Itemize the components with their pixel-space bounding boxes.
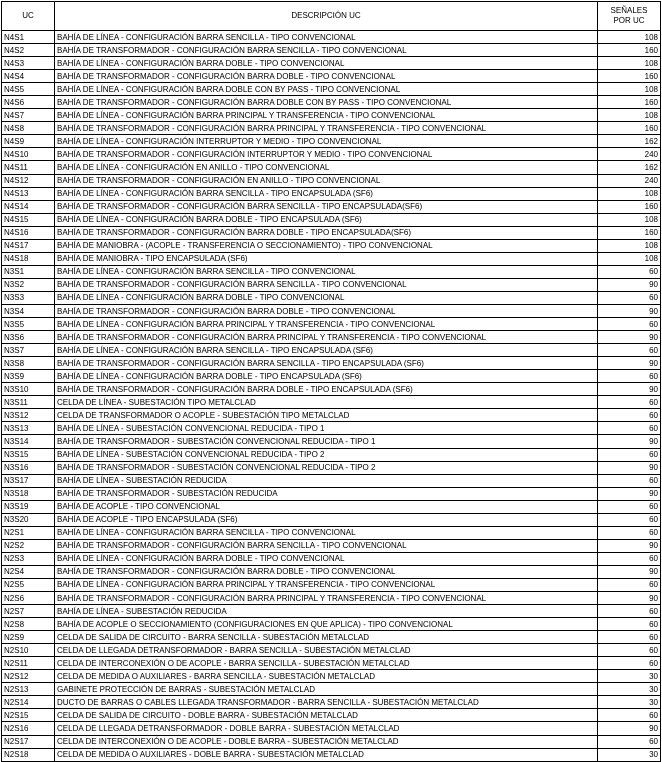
table-body	[2, 31, 661, 762]
uc-cell: N4S8	[2, 122, 55, 135]
uc-cell: N3S12	[2, 409, 55, 422]
uc-cell: N4S5	[2, 83, 55, 96]
table-row	[2, 109, 661, 122]
table-row	[2, 44, 661, 57]
uc-cell: N3S11	[2, 396, 55, 409]
table-row	[2, 657, 661, 670]
uc-cell: N4S7	[2, 109, 55, 122]
uc-cell: N2S7	[2, 605, 55, 618]
table-row	[2, 422, 661, 435]
description-cell: BAHÍA DE TRANSFORMADOR - CONFIGURACIÓN BARRA DOBLE CON BY PASS - TIPO CONVENCIONAL	[55, 96, 598, 109]
table-row	[2, 565, 661, 578]
description-cell: BAHÍA DE TRANSFORMADOR - SUBESTACIÓN REDUCIDA	[55, 487, 598, 500]
description-cell: CELDA DE INTERCONEXIÓN O DE ACOPLE - BARRA SENCILLA - SUBESTACIÓN METALCLAD	[55, 657, 598, 670]
description-cell: BAHÍA DE LÍNEA - CONFIGURACIÓN EN ANILLO - TIPO CONVENCIONAL	[55, 161, 598, 174]
description-cell: BAHÍA DE LÍNEA - CONFIGURACIÓN BARRA PRINCIPAL Y TRANSFERENCIA - TIPO CONVENCIONAL	[55, 578, 598, 591]
table-row	[2, 83, 661, 96]
table-row	[2, 252, 661, 265]
uc-cell: N3S17	[2, 474, 55, 487]
signals-cell: 60	[598, 409, 661, 422]
description-cell: BAHÍA DE LÍNEA - CONFIGURACIÓN BARRA DOBLE - TIPO CONVENCIONAL	[55, 552, 598, 565]
description-cell: BAHÍA DE TRANSFORMADOR - CONFIGURACIÓN BARRA SENCILLA - TIPO CONVENCIONAL	[55, 278, 598, 291]
uc-cell: N4S9	[2, 135, 55, 148]
table-row	[2, 357, 661, 370]
uc-cell: N3S16	[2, 461, 55, 474]
signals-cell: 240	[598, 174, 661, 187]
signals-cell: 90	[598, 278, 661, 291]
description-cell: CELDA DE SALIDA DE CIRCUITO - DOBLE BARRA - SUBESTACIÓN METALCLAD	[55, 709, 598, 722]
table-row	[2, 57, 661, 70]
header-description: DESCRIPCIÓN UC	[55, 2, 598, 31]
table-row	[2, 344, 661, 357]
uc-cell: N2S6	[2, 592, 55, 605]
table-row	[2, 709, 661, 722]
table-row	[2, 239, 661, 252]
table-row	[2, 409, 661, 422]
uc-cell: N2S10	[2, 644, 55, 657]
signals-cell: 30	[598, 670, 661, 683]
description-cell: BAHÍA DE LÍNEA - SUBESTACIÓN REDUCIDA	[55, 474, 598, 487]
table-header	[2, 2, 661, 31]
uc-cell: N3S6	[2, 331, 55, 344]
table-row	[2, 683, 661, 696]
description-cell: BAHÍA DE TRANSFORMADOR - CONFIGURACIÓN BARRA SENCILLA - TIPO ENCAPSULADA(SF6)	[55, 200, 598, 213]
signals-cell: 30	[598, 748, 661, 761]
uc-cell: N4S10	[2, 148, 55, 161]
description-cell: BAHÍA DE TRANSFORMADOR - CONFIGURACIÓN BARRA SENCILLA - TIPO ENCAPSULADA (SF6)	[55, 357, 598, 370]
description-cell: BAHÍA DE LÍNEA - CONFIGURACIÓN BARRA SENCILLA - TIPO CONVENCIONAL	[55, 265, 598, 278]
signals-cell: 160	[598, 200, 661, 213]
header-signals-line2: POR UC	[613, 16, 645, 25]
signals-cell: 60	[598, 265, 661, 278]
description-cell: BAHÍA DE TRANSFORMADOR - CONFIGURACIÓN BARRA DOBLE - TIPO ENCAPSULADA(SF6)	[55, 226, 598, 239]
uc-cell: N2S18	[2, 748, 55, 761]
description-cell: BAHÍA DE MANIOBRA - TIPO ENCAPSULADA (SF6)	[55, 252, 598, 265]
description-cell: BAHÍA DE LÍNEA - SUBESTACIÓN CONVENCIONAL REDUCIDA - TIPO 2	[55, 448, 598, 461]
uc-cell: N3S9	[2, 370, 55, 383]
signals-cell: 60	[598, 370, 661, 383]
table-row	[2, 461, 661, 474]
uc-cell: N2S17	[2, 735, 55, 748]
description-cell: BAHÍA DE ACOPLE - TIPO ENCAPSULADA (SF6)	[55, 513, 598, 526]
uc-cell: N2S14	[2, 696, 55, 709]
description-cell: BAHÍA DE ACOPLE - TIPO CONVENCIONAL	[55, 500, 598, 513]
uc-cell: N4S2	[2, 44, 55, 57]
description-cell: BAHÍA DE ACOPLE O SECCIONAMIENTO (CONFIGURACIONES EN QUE APLICA) - TIPO CONVENCIONAL	[55, 618, 598, 631]
table-row	[2, 70, 661, 83]
description-cell: BAHÍA DE TRANSFORMADOR - CONFIGURACIÓN BARRA DOBLE - TIPO CONVENCIONAL	[55, 304, 598, 317]
description-cell: BAHÍA DE LÍNEA - CONFIGURACIÓN BARRA DOBLE - TIPO ENCAPSULADA (SF6)	[55, 370, 598, 383]
uc-cell: N2S16	[2, 722, 55, 735]
signals-cell: 160	[598, 44, 661, 57]
signals-cell: 60	[598, 318, 661, 331]
uc-cell: N4S14	[2, 200, 55, 213]
description-cell: CELDA DE SALIDA DE CIRCUITO - BARRA SENCILLA - SUBESTACIÓN METALCLAD	[55, 631, 598, 644]
signals-cell: 60	[598, 448, 661, 461]
description-cell: BAHÍA DE TRANSFORMADOR - SUBESTACIÓN CONVENCIONAL REDUCIDA - TIPO 1	[55, 435, 598, 448]
table-row	[2, 174, 661, 187]
table-row	[2, 735, 661, 748]
table-row	[2, 31, 661, 44]
description-cell: BAHÍA DE TRANSFORMADOR - CONFIGURACIÓN BARRA DOBLE - TIPO CONVENCIONAL	[55, 565, 598, 578]
signals-cell: 60	[598, 735, 661, 748]
uc-cell: N4S3	[2, 57, 55, 70]
uc-cell: N2S2	[2, 539, 55, 552]
uc-cell: N3S20	[2, 513, 55, 526]
table-row	[2, 135, 661, 148]
uc-cell: N3S4	[2, 304, 55, 317]
table-row	[2, 539, 661, 552]
table-row	[2, 578, 661, 591]
table-row	[2, 213, 661, 226]
signals-cell: 30	[598, 696, 661, 709]
table-row	[2, 396, 661, 409]
signals-cell: 60	[598, 644, 661, 657]
table-row	[2, 474, 661, 487]
description-cell: BAHÍA DE LÍNEA - CONFIGURACIÓN BARRA DOBLE CON BY PASS - TIPO CONVENCIONAL	[55, 83, 598, 96]
signals-cell: 60	[598, 513, 661, 526]
signals-cell: 108	[598, 31, 661, 44]
table-row	[2, 291, 661, 304]
description-cell: BAHÍA DE TRANSFORMADOR - CONFIGURACIÓN EN ANILLO - TIPO CONVENCIONAL	[55, 174, 598, 187]
description-cell: BAHÍA DE TRANSFORMADOR - CONFIGURACIÓN BARRA SENCILLA - TIPO CONVENCIONAL	[55, 539, 598, 552]
description-cell: BAHÍA DE TRANSFORMADOR - CONFIGURACIÓN BARRA SENCILLA - TIPO CONVENCIONAL	[55, 44, 598, 57]
uc-cell: N3S7	[2, 344, 55, 357]
table-row	[2, 383, 661, 396]
uc-cell: N2S1	[2, 526, 55, 539]
table-row	[2, 304, 661, 317]
description-cell: BAHÍA DE TRANSFORMADOR - CONFIGURACIÓN BARRA DOBLE - TIPO CONVENCIONAL	[55, 70, 598, 83]
uc-cell: N3S19	[2, 500, 55, 513]
signals-cell: 108	[598, 213, 661, 226]
table-row	[2, 500, 661, 513]
description-cell: BAHÍA DE LÍNEA - SUBESTACIÓN REDUCIDA	[55, 605, 598, 618]
uc-cell: N3S1	[2, 265, 55, 278]
signals-cell: 60	[598, 344, 661, 357]
signals-cell: 160	[598, 226, 661, 239]
uc-cell: N4S15	[2, 213, 55, 226]
signals-cell: 90	[598, 592, 661, 605]
table-row	[2, 748, 661, 761]
uc-cell: N3S10	[2, 383, 55, 396]
signals-cell: 108	[598, 239, 661, 252]
signals-cell: 30	[598, 683, 661, 696]
uc-cell: N2S15	[2, 709, 55, 722]
signals-cell: 90	[598, 722, 661, 735]
signals-cell: 60	[598, 618, 661, 631]
signals-cell: 60	[598, 709, 661, 722]
signals-cell: 90	[598, 435, 661, 448]
table-row	[2, 161, 661, 174]
uc-cell: N2S5	[2, 578, 55, 591]
uc-cell: N3S18	[2, 487, 55, 500]
header-row	[2, 2, 661, 31]
uc-cell: N4S6	[2, 96, 55, 109]
table-row	[2, 370, 661, 383]
description-cell: GABINETE PROTECCIÓN DE BARRAS - SUBESTACIÓN METALCLAD	[55, 683, 598, 696]
description-cell: CELDA DE MEDIDA O AUXILIARES - BARRA SENCILLA - SUBESTACIÓN METALCLAD	[55, 670, 598, 683]
signals-cell: 90	[598, 565, 661, 578]
table-row	[2, 148, 661, 161]
uc-signals-table	[1, 1, 661, 762]
description-cell: BAHÍA DE LÍNEA - CONFIGURACIÓN BARRA SENCILLA - TIPO ENCAPSULADA (SF6)	[55, 344, 598, 357]
description-cell: CELDA DE MEDIDA O AUXILIARES - DOBLE BARRA - SUBESTACIÓN METALCLAD	[55, 748, 598, 761]
signals-cell: 60	[598, 657, 661, 670]
signals-cell: 90	[598, 357, 661, 370]
uc-cell: N3S8	[2, 357, 55, 370]
table-row	[2, 448, 661, 461]
signals-cell: 162	[598, 135, 661, 148]
description-cell: CELDA DE LLEGADA DETRANSFORMADOR - DOBLE BARRA - SUBESTACIÓN METALCLAD	[55, 722, 598, 735]
table-row	[2, 605, 661, 618]
uc-cell: N4S1	[2, 31, 55, 44]
description-cell: CELDA DE INTERCONEXIÓN O DE ACOPLE - DOBLE BARRA - SUBESTACIÓN METALCLAD	[55, 735, 598, 748]
signals-cell: 160	[598, 70, 661, 83]
table-row	[2, 670, 661, 683]
uc-cell: N4S17	[2, 239, 55, 252]
description-cell: BAHÍA DE TRANSFORMADOR - SUBESTACIÓN CONVENCIONAL REDUCIDA - TIPO 2	[55, 461, 598, 474]
uc-cell: N4S18	[2, 252, 55, 265]
table-row	[2, 122, 661, 135]
table-row	[2, 318, 661, 331]
uc-cell: N3S5	[2, 318, 55, 331]
description-cell: BAHÍA DE TRANSFORMADOR - CONFIGURACIÓN INTERRUPTOR Y MEDIO - TIPO CONVENCIONAL	[55, 148, 598, 161]
header-uc: UC	[2, 2, 55, 31]
signals-cell: 160	[598, 122, 661, 135]
signals-cell: 90	[598, 487, 661, 500]
uc-cell: N4S12	[2, 174, 55, 187]
signals-cell: 60	[598, 422, 661, 435]
signals-cell: 162	[598, 161, 661, 174]
description-cell: CELDA DE TRANSFORMADOR O ACOPLE - SUBESTACIÓN TIPO METALCLAD	[55, 409, 598, 422]
table-row	[2, 200, 661, 213]
description-cell: CELDA DE LLEGADA DETRANSFORMADOR - BARRA SENCILLA - SUBESTACIÓN METALCLAD	[55, 644, 598, 657]
signals-cell: 60	[598, 605, 661, 618]
description-cell: BAHÍA DE LÍNEA - CONFIGURACIÓN BARRA SENCILLA - TIPO ENCAPSULADA (SF6)	[55, 187, 598, 200]
uc-cell: N3S3	[2, 291, 55, 304]
signals-cell: 160	[598, 96, 661, 109]
uc-cell: N2S3	[2, 552, 55, 565]
signals-cell: 60	[598, 578, 661, 591]
description-cell: BAHÍA DE LÍNEA - CONFIGURACIÓN BARRA DOBLE - TIPO ENCAPSULADA (SF6)	[55, 213, 598, 226]
uc-cell: N2S13	[2, 683, 55, 696]
signals-cell: 108	[598, 109, 661, 122]
description-cell: BAHÍA DE LÍNEA - CONFIGURACIÓN BARRA SENCILLA - TIPO CONVENCIONAL	[55, 31, 598, 44]
table-row	[2, 631, 661, 644]
table-row	[2, 487, 661, 500]
uc-cell: N4S11	[2, 161, 55, 174]
description-cell: BAHÍA DE LÍNEA - CONFIGURACIÓN BARRA PRINCIPAL Y TRANSFERENCIA - TIPO CONVENCIONAL	[55, 318, 598, 331]
uc-cell: N3S15	[2, 448, 55, 461]
description-cell: BAHÍA DE LÍNEA - CONFIGURACIÓN BARRA DOBLE - TIPO CONVENCIONAL	[55, 57, 598, 70]
uc-cell: N2S9	[2, 631, 55, 644]
table-row	[2, 552, 661, 565]
description-cell: DUCTO DE BARRAS O CABLES LLEGADA TRANSFORMADOR - BARRA SENCILLA - SUBESTACIÓN METALCLAD	[55, 696, 598, 709]
uc-cell: N2S12	[2, 670, 55, 683]
signals-cell: 108	[598, 187, 661, 200]
table-row	[2, 278, 661, 291]
signals-cell: 60	[598, 291, 661, 304]
uc-cell: N4S4	[2, 70, 55, 83]
table-row	[2, 435, 661, 448]
signals-cell: 60	[598, 631, 661, 644]
signals-cell: 90	[598, 461, 661, 474]
uc-cell: N3S2	[2, 278, 55, 291]
uc-cell: N4S13	[2, 187, 55, 200]
signals-cell: 108	[598, 252, 661, 265]
table-row	[2, 331, 661, 344]
signals-cell: 240	[598, 148, 661, 161]
description-cell: CELDA DE LÍNEA - SUBESTACIÓN TIPO METALCLAD	[55, 396, 598, 409]
signals-cell: 90	[598, 304, 661, 317]
signals-cell: 60	[598, 500, 661, 513]
description-cell: BAHÍA DE LÍNEA - CONFIGURACIÓN INTERRUPTOR Y MEDIO - TIPO CONVENCIONAL	[55, 135, 598, 148]
table-row	[2, 592, 661, 605]
signals-cell: 60	[598, 552, 661, 565]
uc-cell: N2S11	[2, 657, 55, 670]
signals-cell: 90	[598, 331, 661, 344]
uc-cell: N4S16	[2, 226, 55, 239]
description-cell: BAHÍA DE TRANSFORMADOR - CONFIGURACIÓN BARRA PRINCIPAL Y TRANSFERENCIA - TIPO CONVENCIONAL	[55, 592, 598, 605]
description-cell: BAHÍA DE TRANSFORMADOR - CONFIGURACIÓN BARRA DOBLE - TIPO ENCAPSULADA (SF6)	[55, 383, 598, 396]
signals-cell: 60	[598, 396, 661, 409]
uc-cell: N3S13	[2, 422, 55, 435]
description-cell: BAHÍA DE LÍNEA - CONFIGURACIÓN BARRA PRINCIPAL Y TRANSFERENCIA - TIPO CONVENCIONAL	[55, 109, 598, 122]
table-row	[2, 226, 661, 239]
description-cell: BAHÍA DE LÍNEA - CONFIGURACIÓN BARRA DOBLE - TIPO CONVENCIONAL	[55, 291, 598, 304]
description-cell: BAHÍA DE TRANSFORMADOR - CONFIGURACIÓN BARRA PRINCIPAL Y TRANSFERENCIA - TIPO CONVENCIONAL	[55, 122, 598, 135]
header-signals	[598, 2, 661, 31]
table-row	[2, 618, 661, 631]
signals-cell: 90	[598, 539, 661, 552]
signals-cell: 108	[598, 83, 661, 96]
description-cell: BAHÍA DE MANIOBRA - (ACOPLE - TRANSFERENCIA O SECCIONAMIENTO) - TIPO CONVENCIONAL	[55, 239, 598, 252]
table-row	[2, 513, 661, 526]
table-row	[2, 265, 661, 278]
uc-cell: N2S4	[2, 565, 55, 578]
table-row	[2, 696, 661, 709]
signals-cell: 90	[598, 383, 661, 396]
table-row	[2, 187, 661, 200]
signals-cell: 108	[598, 57, 661, 70]
signals-cell: 60	[598, 526, 661, 539]
table-row	[2, 644, 661, 657]
header-signals-line1: SEÑALES	[610, 6, 648, 15]
description-cell: BAHÍA DE LÍNEA - SUBESTACIÓN CONVENCIONAL REDUCIDA - TIPO 1	[55, 422, 598, 435]
uc-cell: N2S8	[2, 618, 55, 631]
table-row	[2, 722, 661, 735]
description-cell: BAHÍA DE TRANSFORMADOR - CONFIGURACIÓN BARRA PRINCIPAL Y TRANSFERENCIA - TIPO CONVENCIONAL	[55, 331, 598, 344]
uc-cell: N3S14	[2, 435, 55, 448]
description-cell: BAHÍA DE LÍNEA - CONFIGURACIÓN BARRA SENCILLA - TIPO CONVENCIONAL	[55, 526, 598, 539]
signals-cell: 60	[598, 474, 661, 487]
table-row	[2, 96, 661, 109]
table-row	[2, 526, 661, 539]
